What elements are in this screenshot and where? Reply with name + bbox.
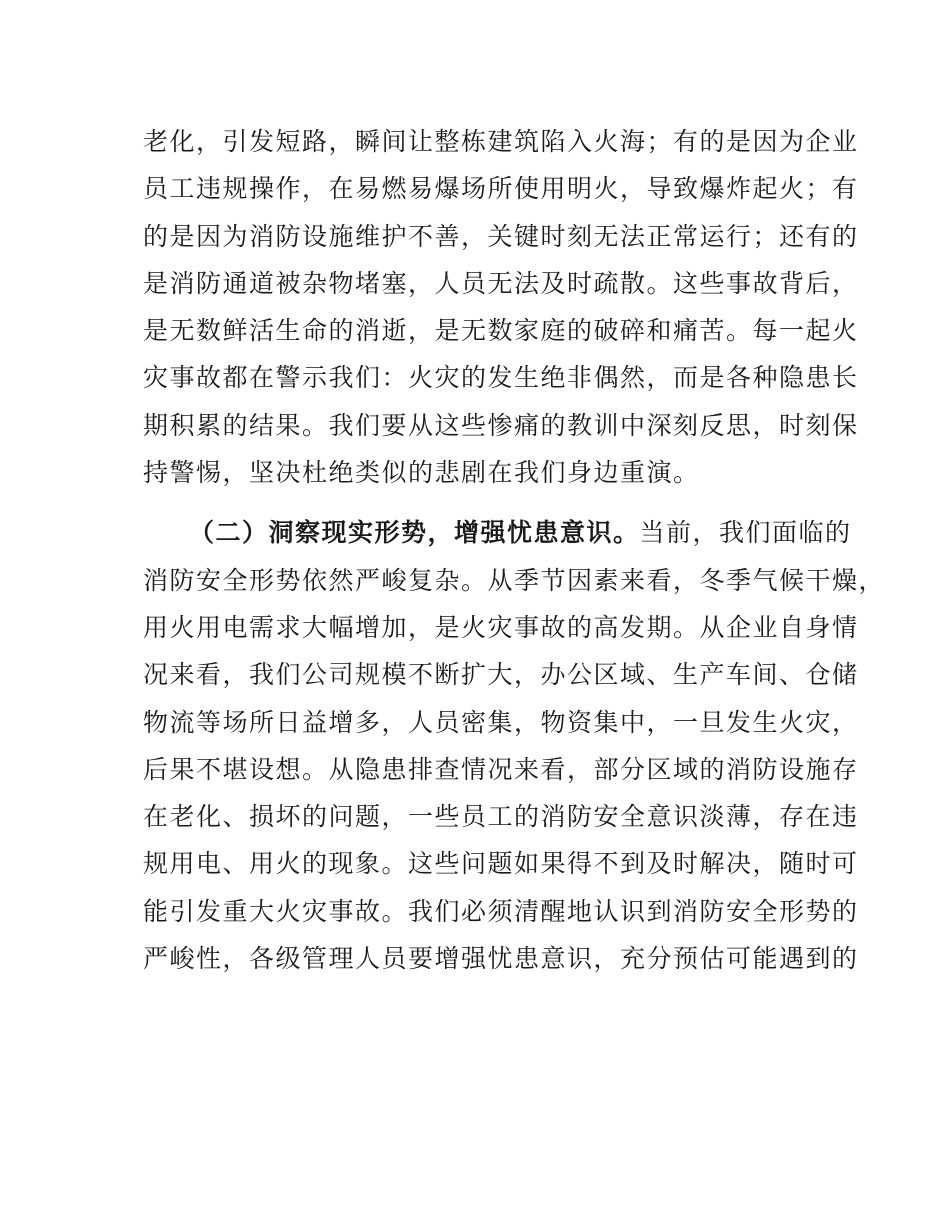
first-line-text: 当前，我们面临的 — [639, 518, 852, 548]
text-line: 规用电、用火的现象。这些问题如果得不到及时解决，随时可 — [143, 849, 859, 879]
paragraph-current-situation — [143, 513, 886, 979]
paragraph-spacer — [143, 500, 813, 513]
text-line: 能引发重大火灾事故。我们必须清醒地认识到消防安全形势的 — [143, 896, 859, 926]
text-line: 期积累的结果。我们要从这些惨痛的教训中深刻反思，时刻保 — [143, 410, 859, 440]
document-body — [143, 122, 886, 986]
text-line: 是无数鲜活生命的消逝，是无数家庭的破碎和痛苦。每一起火 — [143, 316, 859, 346]
text-line: 的是因为消防设施维护不善，关键时刻无法正常运行；还有的 — [143, 221, 859, 251]
text-line: 用火用电需求大幅增加，是火灾事故的高发期。从企业自身情 — [143, 612, 859, 642]
text-line: 严峻性，各级管理人员要增强忧患意识，充分预估可能遇到的 — [143, 944, 859, 974]
text-line: 物流等场所日益增多，人员密集，物资集中，一旦发生火灾， — [143, 707, 859, 737]
text-line: 灾事故都在警示我们：火灾的发生绝非偶然，而是各种隐患长 — [143, 363, 859, 393]
text-line: 员工违规操作，在易燃易爆场所使用明火，导致爆炸起火；有 — [143, 174, 859, 204]
text-line: 况来看，我们公司规模不断扩大，办公区域、生产车间、仓储 — [143, 660, 859, 690]
section-heading: （二）洞察现实形势，增强忧患意识。 — [189, 518, 640, 548]
paragraph-accident-lessons — [143, 122, 859, 493]
text-line: 消防安全形势依然严峻复杂。从季节因素来看，冬季气候干燥， — [143, 565, 886, 595]
text-line: 持警惕，坚决杜绝类似的悲剧在我们身边重演。 — [143, 458, 700, 488]
text-line: 后果不堪设想。从隐患排查情况来看，部分区域的消防设施存 — [143, 754, 859, 784]
text-line: 在老化、损坏的问题，一些员工的消防安全意识淡薄，存在违 — [143, 802, 859, 832]
text-line: 是消防通道被杂物堵塞，人员无法及时疏散。这些事故背后， — [143, 268, 859, 298]
text-line-first — [143, 513, 852, 553]
text-line: 老化，引发短路，瞬间让整栋建筑陷入火海；有的是因为企业 — [143, 127, 859, 156]
